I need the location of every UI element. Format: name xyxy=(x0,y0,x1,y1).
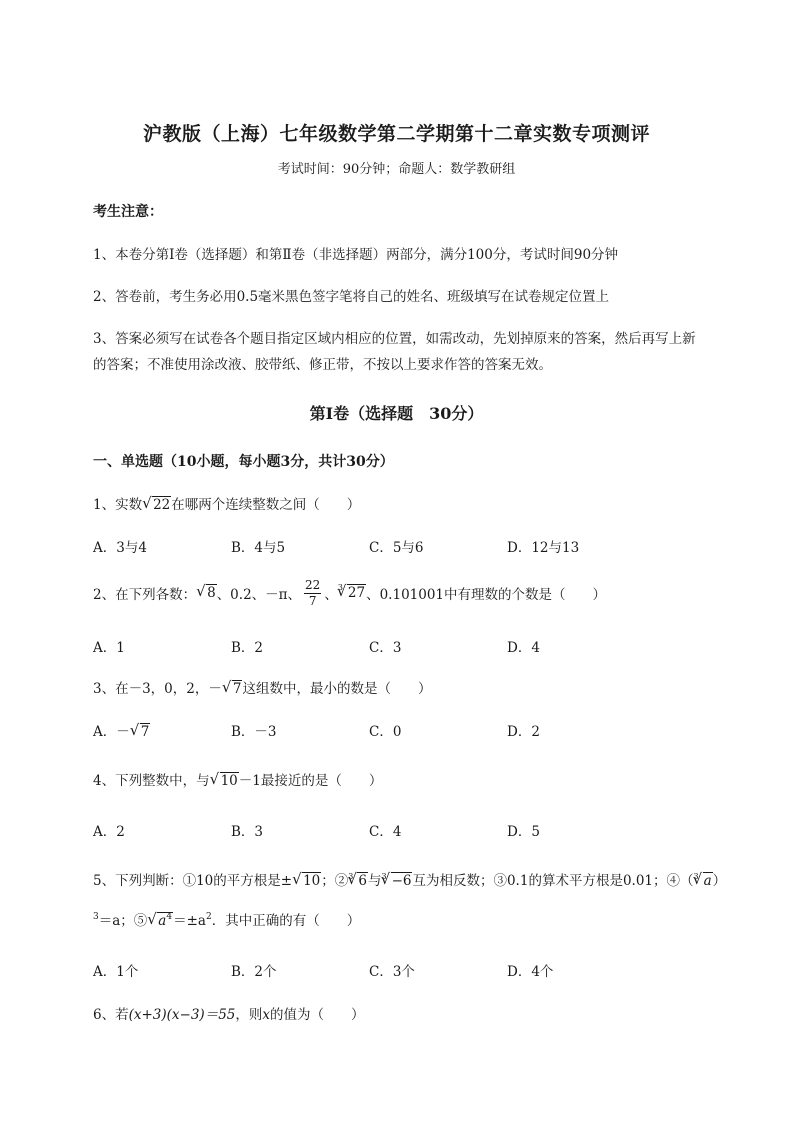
notice-item: 的答案；不准使用涂改液、胶带纸、修正带，不按以上要求作答的答案无效。 xyxy=(93,357,552,373)
cube-root-symbol xyxy=(694,873,713,889)
option-c: C．4 xyxy=(369,824,402,840)
variable: x xyxy=(262,1007,270,1023)
radicand: −6 xyxy=(391,873,412,889)
radicand: 8 xyxy=(207,585,216,601)
option-c: C．0 xyxy=(369,724,402,740)
radicand: 6 xyxy=(358,873,367,889)
question-text: 在哪两个连续整数之间（ ） xyxy=(171,497,361,513)
sqrt-symbol xyxy=(131,724,151,740)
option-a: A．1 xyxy=(93,640,125,656)
option-c: C．3个 xyxy=(369,964,415,980)
question-text: 、0.101001中有理数的个数是（ ） xyxy=(366,587,607,603)
sqrt-symbol xyxy=(211,773,239,789)
question-text: 、 xyxy=(324,587,338,603)
radicand-base: a xyxy=(158,913,167,929)
question-text: 这组数中，最小的数是（ ） xyxy=(242,681,432,697)
notice-item: 2、答卷前，考生务必用0.5毫米黑色签字笔将自己的姓名、班级填写在试卷规定位置上 xyxy=(93,289,610,305)
option-a: A．2 xyxy=(93,824,125,840)
question-text: ；② xyxy=(321,873,349,889)
radicand: 7 xyxy=(232,681,242,697)
part-heading: 一、单选题（10小题，每小题3分，共计30分） xyxy=(93,454,394,470)
radicand: 10 xyxy=(303,873,321,889)
exponent: 4 xyxy=(166,912,173,922)
option-label: A．－ xyxy=(93,724,130,740)
question-2 xyxy=(93,576,606,610)
question-text: 3、在－3，0，2， xyxy=(93,681,209,697)
radicand xyxy=(157,912,173,929)
question-text: 4、下列整数中，与 xyxy=(93,773,210,789)
sqrt-symbol xyxy=(143,497,171,513)
question-text: 6、若 xyxy=(93,1007,129,1023)
question-3 xyxy=(93,677,431,697)
option-d: D．2 xyxy=(507,724,540,740)
section-title: 第I卷（选择题 30分） xyxy=(309,404,484,423)
notice-item: 1、本卷分第I卷（选择题）和第Ⅱ卷（非选择题）两部分，满分100分，考试时间90分钟 xyxy=(93,247,619,263)
notice-item: 3、答案必须写在试卷各个题目指定区域内相应的位置，如需改动，先划掉原来的答案，然后再写上新 xyxy=(93,331,696,347)
cube-root-symbol xyxy=(337,582,366,601)
exponent: 3 xyxy=(93,912,99,922)
cube-root-symbol xyxy=(382,873,413,889)
option-c: C．3 xyxy=(369,640,402,656)
question-text: 2、在下列各数： xyxy=(93,587,197,603)
question-4 xyxy=(93,769,382,789)
option-b: B．－3 xyxy=(231,724,277,740)
radicand: a xyxy=(703,873,712,889)
question-text: ．其中正确的有（ ） xyxy=(211,913,361,929)
option-b: B．3 xyxy=(231,824,264,840)
question-5-line-2 xyxy=(93,909,360,929)
exam-subtitle: 考试时间：90分钟；命题人：数学教研组 xyxy=(277,162,516,177)
question-text: ，则 xyxy=(235,1007,263,1023)
question-text: ） xyxy=(712,873,727,889)
root-index: 3 xyxy=(693,872,699,881)
root-index: 3 xyxy=(348,872,354,881)
option-b: B．4与5 xyxy=(231,540,286,556)
radicand: 22 xyxy=(153,497,171,513)
option-d: D．12与13 xyxy=(507,540,580,556)
notice-heading: 考生注意： xyxy=(93,204,163,220)
option-c: C．5与6 xyxy=(369,540,424,556)
sqrt-symbol xyxy=(197,585,217,601)
page-title: 沪教版（上海）七年级数学第二学期第十二章实数专项测评 xyxy=(142,123,650,145)
question-text: ＝±a xyxy=(173,913,206,929)
question-text: 与 xyxy=(367,873,382,889)
question-5-line-1 xyxy=(93,869,726,889)
question-text: 的值为（ ） xyxy=(270,1007,365,1023)
sqrt-symbol xyxy=(293,873,321,889)
radicand: 27 xyxy=(347,585,366,601)
cube-root-symbol xyxy=(348,873,368,889)
radicand: 7 xyxy=(140,724,150,740)
sqrt-symbol xyxy=(148,913,173,929)
option-d: D．4个 xyxy=(507,964,554,980)
option-a: A．3与4 xyxy=(93,540,147,556)
question-text: 、0.2、－π、 xyxy=(216,587,302,603)
question-6 xyxy=(93,1003,365,1023)
equation: (x+3)(x−3)＝55 xyxy=(128,1007,236,1023)
exponent: 2 xyxy=(205,912,212,922)
question-text: 互为相反数；③0.1的算术平方根是0.01；④（ xyxy=(412,873,694,889)
minus-sign: － xyxy=(208,681,222,697)
root-index: 3 xyxy=(381,872,387,881)
question-text: ＝a；⑤ xyxy=(98,913,148,929)
question-text: －1最接近的是（ ） xyxy=(238,773,383,789)
question-1 xyxy=(93,493,360,513)
fraction-numerator: 22 xyxy=(305,577,321,592)
fraction-denominator: 7 xyxy=(308,593,317,608)
question-text: 1、实数 xyxy=(93,497,143,513)
option-a: A．1个 xyxy=(93,964,139,980)
option-b: B．2 xyxy=(231,640,264,656)
option-d: D．5 xyxy=(507,824,540,840)
radicand: 10 xyxy=(220,773,238,789)
fraction xyxy=(304,578,321,609)
option-a xyxy=(93,720,150,740)
sqrt-symbol xyxy=(223,681,243,697)
option-d: D．4 xyxy=(507,640,540,656)
option-b: B．2个 xyxy=(231,964,277,980)
question-text: 5、下列判断：①10的平方根是± xyxy=(93,873,293,889)
root-index: 3 xyxy=(337,582,343,592)
